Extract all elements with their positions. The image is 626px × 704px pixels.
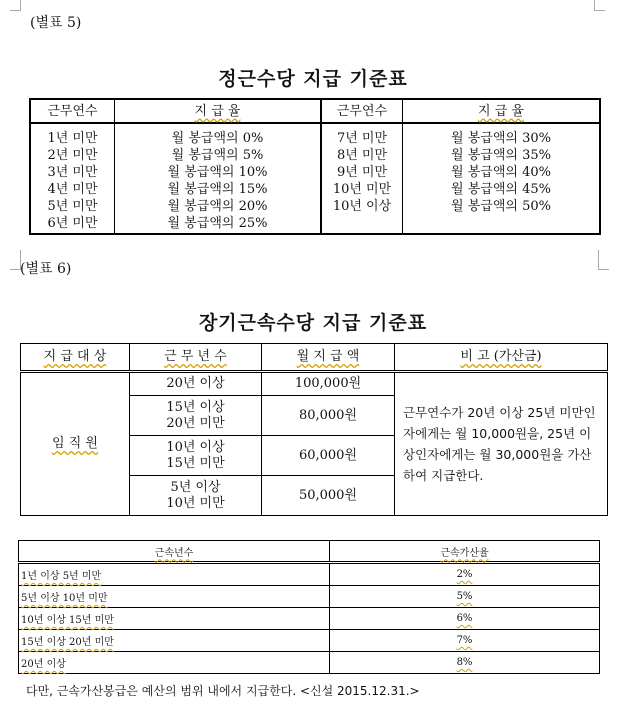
period-cell: 10년 이상 15년 미만	[21, 615, 114, 626]
amount-cell: 100,000원	[262, 372, 395, 396]
rate-cell: 월 봉급액의 30%	[451, 131, 551, 146]
years-cell: 10년 이상 15년 미만	[130, 436, 262, 476]
years-cell: 2년 미만	[47, 148, 98, 163]
header-remark: 비 고 (가산금)	[460, 349, 542, 364]
appendix6-label: (별표 6)	[20, 261, 72, 277]
rate-cell: 월 봉급액의 10%	[167, 165, 268, 180]
header-years-right: 근무연수	[321, 99, 403, 123]
years-cell: 4년 미만	[47, 182, 98, 197]
years-cell: 8년 미만	[336, 148, 388, 163]
rate-cell: 월 봉급액의 20%	[167, 199, 268, 214]
rate-cell: 월 봉급액의 35%	[451, 148, 551, 163]
years-cell: 5년 이상 10년 미만	[130, 476, 262, 516]
long-service-allowance-table	[20, 343, 608, 516]
seniority-bonus-table	[18, 540, 600, 674]
period-cell: 1년 이상 5년 미만	[21, 571, 102, 582]
bonus-rate-cell: 7%	[456, 635, 473, 646]
years-cell: 7년 미만	[336, 131, 388, 146]
page-corner-mark	[10, 0, 21, 11]
allowance-rate-table	[29, 98, 601, 235]
left-years-column	[30, 123, 115, 234]
page-corner-mark	[598, 259, 609, 270]
years-cell: 10년 미만	[332, 182, 392, 197]
rate-cell: 월 봉급액의 5%	[171, 148, 264, 163]
rate-cell: 월 봉급액의 45%	[451, 182, 551, 197]
appendix5-title: 정근수당 지급 기준표	[218, 68, 408, 90]
years-cell: 5년 미만	[47, 199, 98, 214]
header-amount: 월 지 급 액	[296, 349, 360, 364]
amount-cell: 80,000원	[262, 396, 395, 436]
bonus-rate-cell: 2%	[456, 569, 473, 580]
header-years: 근 무 년 수	[164, 349, 227, 364]
left-rates-column	[115, 123, 322, 234]
remark-cell	[395, 372, 608, 516]
appendix5-label: (별표 5)	[30, 15, 82, 31]
years-cell: 15년 이상 20년 미만	[130, 396, 262, 436]
rate-cell: 월 봉급액의 15%	[167, 182, 268, 197]
amount-cell: 60,000원	[262, 436, 395, 476]
header-period: 근속년수	[154, 547, 194, 559]
years-cell: 6년 미만	[47, 216, 98, 231]
right-rates-column	[403, 123, 601, 234]
years-cell: 9년 미만	[336, 165, 388, 180]
target-cell: 임 직 원	[52, 436, 98, 451]
amount-cell: 50,000원	[262, 476, 395, 516]
period-cell: 20년 이상	[21, 659, 66, 670]
period-cell: 5년 이상 10년 미만	[21, 593, 108, 604]
rate-cell: 월 봉급액의 50%	[451, 199, 551, 214]
header-target: 지 급 대 상	[43, 349, 107, 364]
right-years-column	[321, 123, 403, 234]
period-cell: 15년 이상 20년 미만	[21, 637, 114, 648]
bonus-rate-cell: 5%	[456, 591, 473, 602]
header-years-left: 근무연수	[30, 99, 115, 123]
years-cell: 20년 이상	[130, 372, 262, 396]
page-corner-mark	[594, 0, 605, 11]
bonus-rate-cell: 6%	[456, 613, 473, 624]
years-cell: 10년 이상	[332, 199, 392, 214]
remark-text: 근무연수가 20년 이상 25년 미만인 자에게는 월 10,000원을, 25년 이상인자에게는 월 30,000원을 가산하여 지급한다.	[403, 405, 596, 483]
footnote: 다만, 근속가산봉급은 예산의 범위 내에서 지급한다. <신설 2015.12.31.>	[26, 684, 420, 698]
appendix6-title: 장기근속수당 지급 기준표	[198, 312, 428, 334]
header-rate-left: 지 급 율	[194, 103, 241, 119]
bonus-rate-cell: 8%	[456, 657, 473, 668]
years-cell: 3년 미만	[47, 165, 98, 180]
rate-cell: 월 봉급액의 40%	[451, 165, 551, 180]
header-rate-right: 지 급 율	[478, 103, 524, 119]
rate-cell: 월 봉급액의 25%	[167, 216, 268, 231]
header-bonus-rate: 근속가산율	[440, 547, 489, 559]
years-cell: 1년 미만	[47, 131, 98, 146]
rate-cell: 월 봉급액의 0%	[171, 131, 264, 146]
